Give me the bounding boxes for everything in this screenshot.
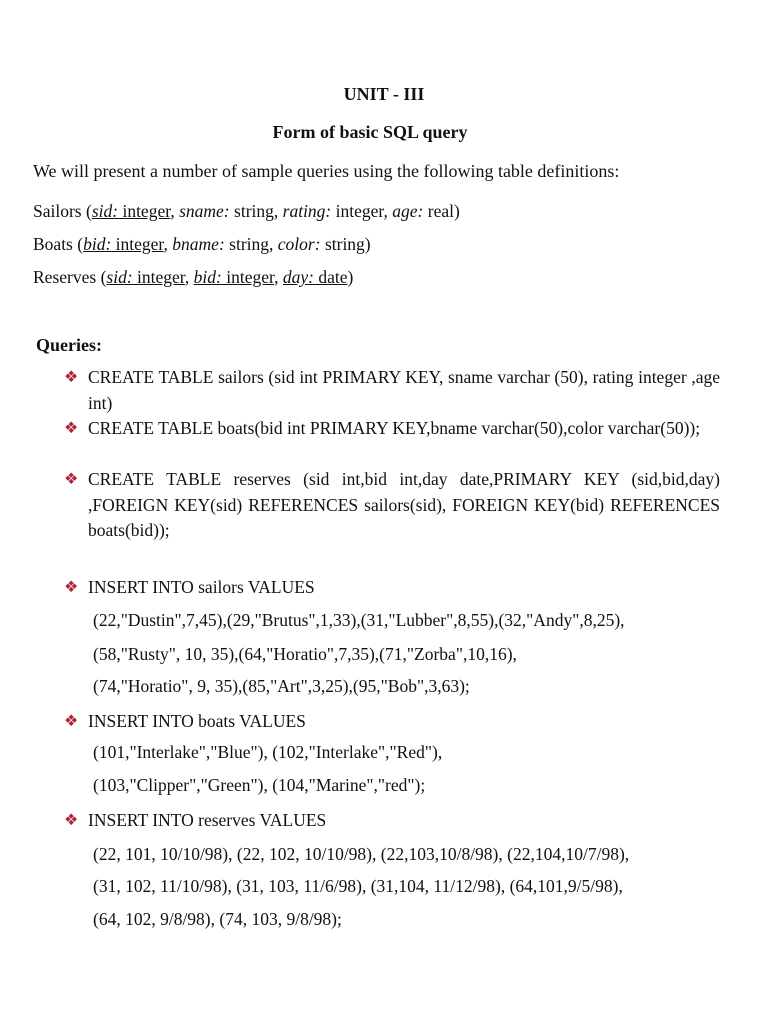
insert-values-line: (101,"Interlake","Blue"), (102,"Interlake","Red"), [93,742,443,762]
diamond-bullet-icon: ❖ [64,812,79,829]
insert-header: INSERT INTO reserves VALUES [88,810,327,830]
insert-values-line: (103,"Clipper","Green"), (104,"Marine","red"); [93,775,426,795]
queries-heading: Queries: [36,335,102,355]
intro-paragraph: We will present a number of sample queries using the following table definitions: [33,161,620,181]
create-statement: CREATE TABLE reserves (sid int,bid int,day date,PRIMARY KEY (sid,bid,day) ,FOREIGN KEY(sid) REFERENCES sailors(sid), FOREIGN KEY(bid) REFERENCES boats(bid)); [88,469,720,540]
schema-sailors: Sailors (sid: integer, sname: string, rating: integer, age: real) [33,201,460,221]
insert-values-line: (64, 102, 9/8/98), (74, 103, 9/8/98); [93,909,342,929]
insert-values-line: (22, 101, 10/10/98), (22, 102, 10/10/98), (22,103,10/8/98), (22,104,10/7/98), [93,844,630,864]
unit-title: UNIT - III [343,84,425,104]
create-boats-item [64,416,720,442]
key-field: bid: [193,267,222,287]
insert-header: INSERT INTO boats VALUES [88,711,306,731]
field-name: bname: [172,234,225,254]
create-reserves-item [64,467,720,544]
schema-table-name: Reserves [33,267,97,287]
key-field: sid: [91,201,119,221]
schema-reserves: Reserves (sid: integer, bid: integer, day: date) [33,267,354,287]
create-sailors-item [64,365,720,416]
create-statement: CREATE TABLE sailors (sid int PRIMARY KEY, sname varchar (50), rating integer ,age int) [88,367,720,413]
field-name: color: [277,234,321,254]
insert-values-line: (31, 102, 11/10/98), (31, 103, 11/6/98), (31,104, 11/12/98), (64,101,9/5/98), [93,876,623,896]
insert-values-line: (58,"Rusty", 10, 35),(64,"Horatio",7,35),(71,"Zorba",10,16), [93,644,517,664]
schema-table-name: Sailors [33,201,82,221]
insert-values-line: (74,"Horatio", 9, 35),(85,"Art",3,25),(95,"Bob",3,63); [93,676,470,696]
schema-table-name: Boats [33,234,73,254]
key-field: sid: [106,267,133,287]
insert-header: INSERT INTO sailors VALUES [88,577,315,597]
diamond-bullet-icon: ❖ [64,713,79,730]
diamond-bullet-icon: ❖ [64,579,79,596]
field-name: rating: [282,201,332,221]
insert-boats-item [64,709,720,735]
insert-values-line: (22,"Dustin",7,45),(29,"Brutus",1,33),(31,"Lubber",8,55),(32,"Andy",8,25), [93,610,625,630]
diamond-bullet-icon: ❖ [64,471,79,488]
diamond-bullet-icon: ❖ [64,420,79,437]
section-title: Form of basic SQL query [272,122,468,142]
schema-boats: Boats (bid: integer, bname: string, color: string) [33,234,371,254]
field-name: age: [392,201,424,221]
diamond-bullet-icon: ❖ [64,369,79,386]
create-statement: CREATE TABLE boats(bid int PRIMARY KEY,bname varchar(50),color varchar(50)); [88,418,701,438]
key-field: day: [282,267,314,287]
key-field: bid: [83,234,112,254]
insert-sailors-item [64,575,720,601]
field-name: sname: [179,201,230,221]
insert-reserves-item [64,808,720,834]
